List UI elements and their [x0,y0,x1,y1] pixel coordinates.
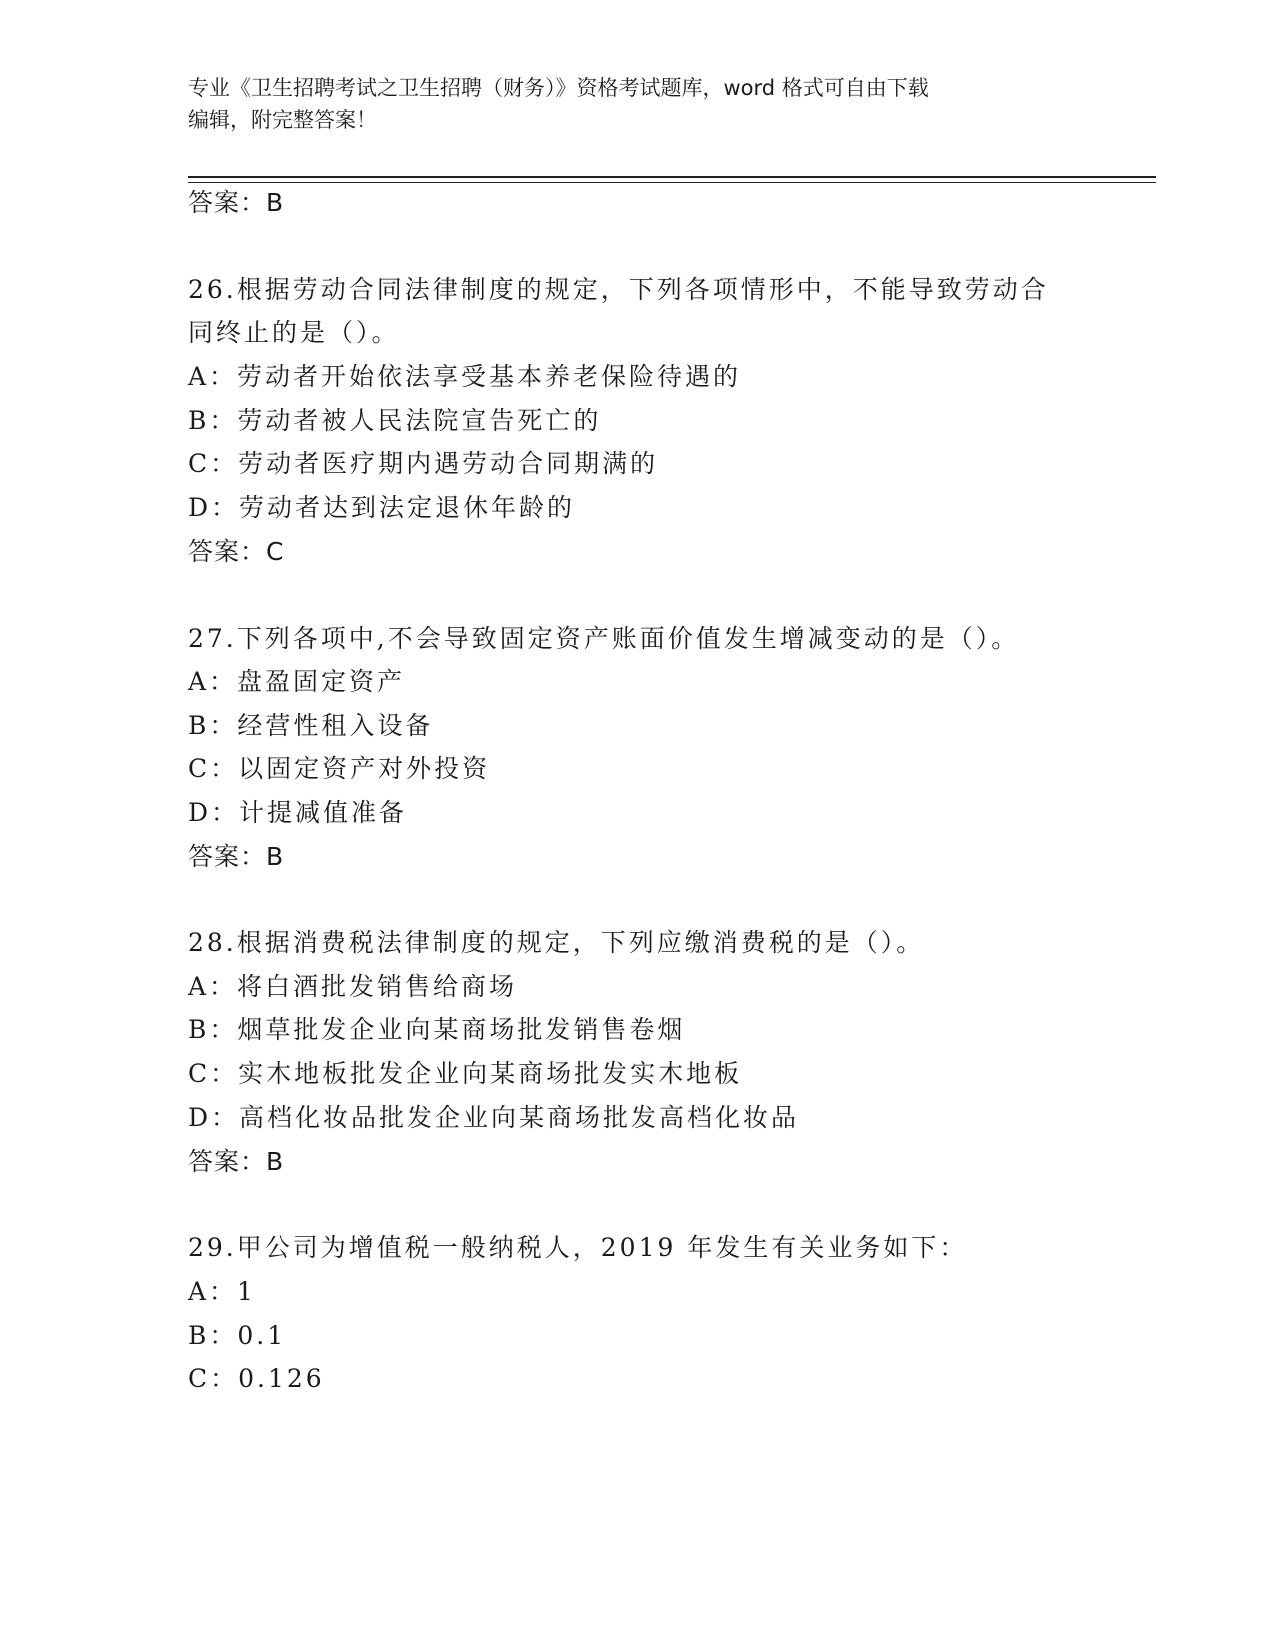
question-29-option-a: A：1 [188,1277,256,1306]
question-26-stem-line-2: 同终止的是（）。 [188,318,400,347]
question-27-option-b: B：经营性租入设备 [188,711,434,740]
question-26-stem-line-1: 26.根据劳动合同法律制度的规定，下列各项情形中，不能导致劳动合 [188,275,1049,304]
question-26-option-d: D：劳动者达到法定退休年龄的 [188,493,576,522]
answer-25: 答案：B [188,188,285,217]
header-line-2: 编辑，附完整答案！ [188,108,377,132]
document-header [188,72,1088,136]
header-divider-thin [188,182,1156,183]
question-26-option-a: A：劳动者开始依法享受基本养老保险待遇的 [188,362,742,391]
question-28-option-a: A：将白酒批发销售给商场 [188,972,518,1001]
question-27-option-c: C：以固定资产对外投资 [188,754,491,783]
question-28-option-b: B：烟草批发企业向某商场批发销售卷烟 [188,1015,686,1044]
question-28-option-c: C：实木地板批发企业向某商场批发实木地板 [188,1059,743,1088]
question-26-answer: 答案：C [188,537,285,566]
question-28-stem: 28.根据消费税法律制度的规定，下列应缴消费税的是（）。 [188,928,925,957]
header-line-1: 专业《卫生招聘考试之卫生招聘（财务）》资格考试题库，word 格式可自由下载 [188,76,929,100]
question-28-option-d: D：高档化妆品批发企业向某商场批发高档化妆品 [188,1103,800,1132]
question-29-stem: 29.甲公司为增值税一般纳税人，2019 年发生有关业务如下： [188,1233,968,1262]
question-26-option-c: C：劳动者医疗期内遇劳动合同期满的 [188,449,659,478]
question-27-stem: 27.下列各项中,不会导致固定资产账面价值发生增减变动的是（）。 [188,624,1020,653]
question-27-option-a: A：盘盈固定资产 [188,667,406,696]
question-27-answer: 答案：B [188,842,285,871]
header-divider-thick [188,176,1156,178]
question-27-option-d: D：计提减值准备 [188,798,408,827]
question-29-option-b: B：0.1 [188,1321,287,1350]
question-26-option-b: B：劳动者被人民法院宣告死亡的 [188,406,602,435]
question-28-answer: 答案：B [188,1147,285,1176]
question-29-option-c: C：0.126 [188,1364,325,1393]
